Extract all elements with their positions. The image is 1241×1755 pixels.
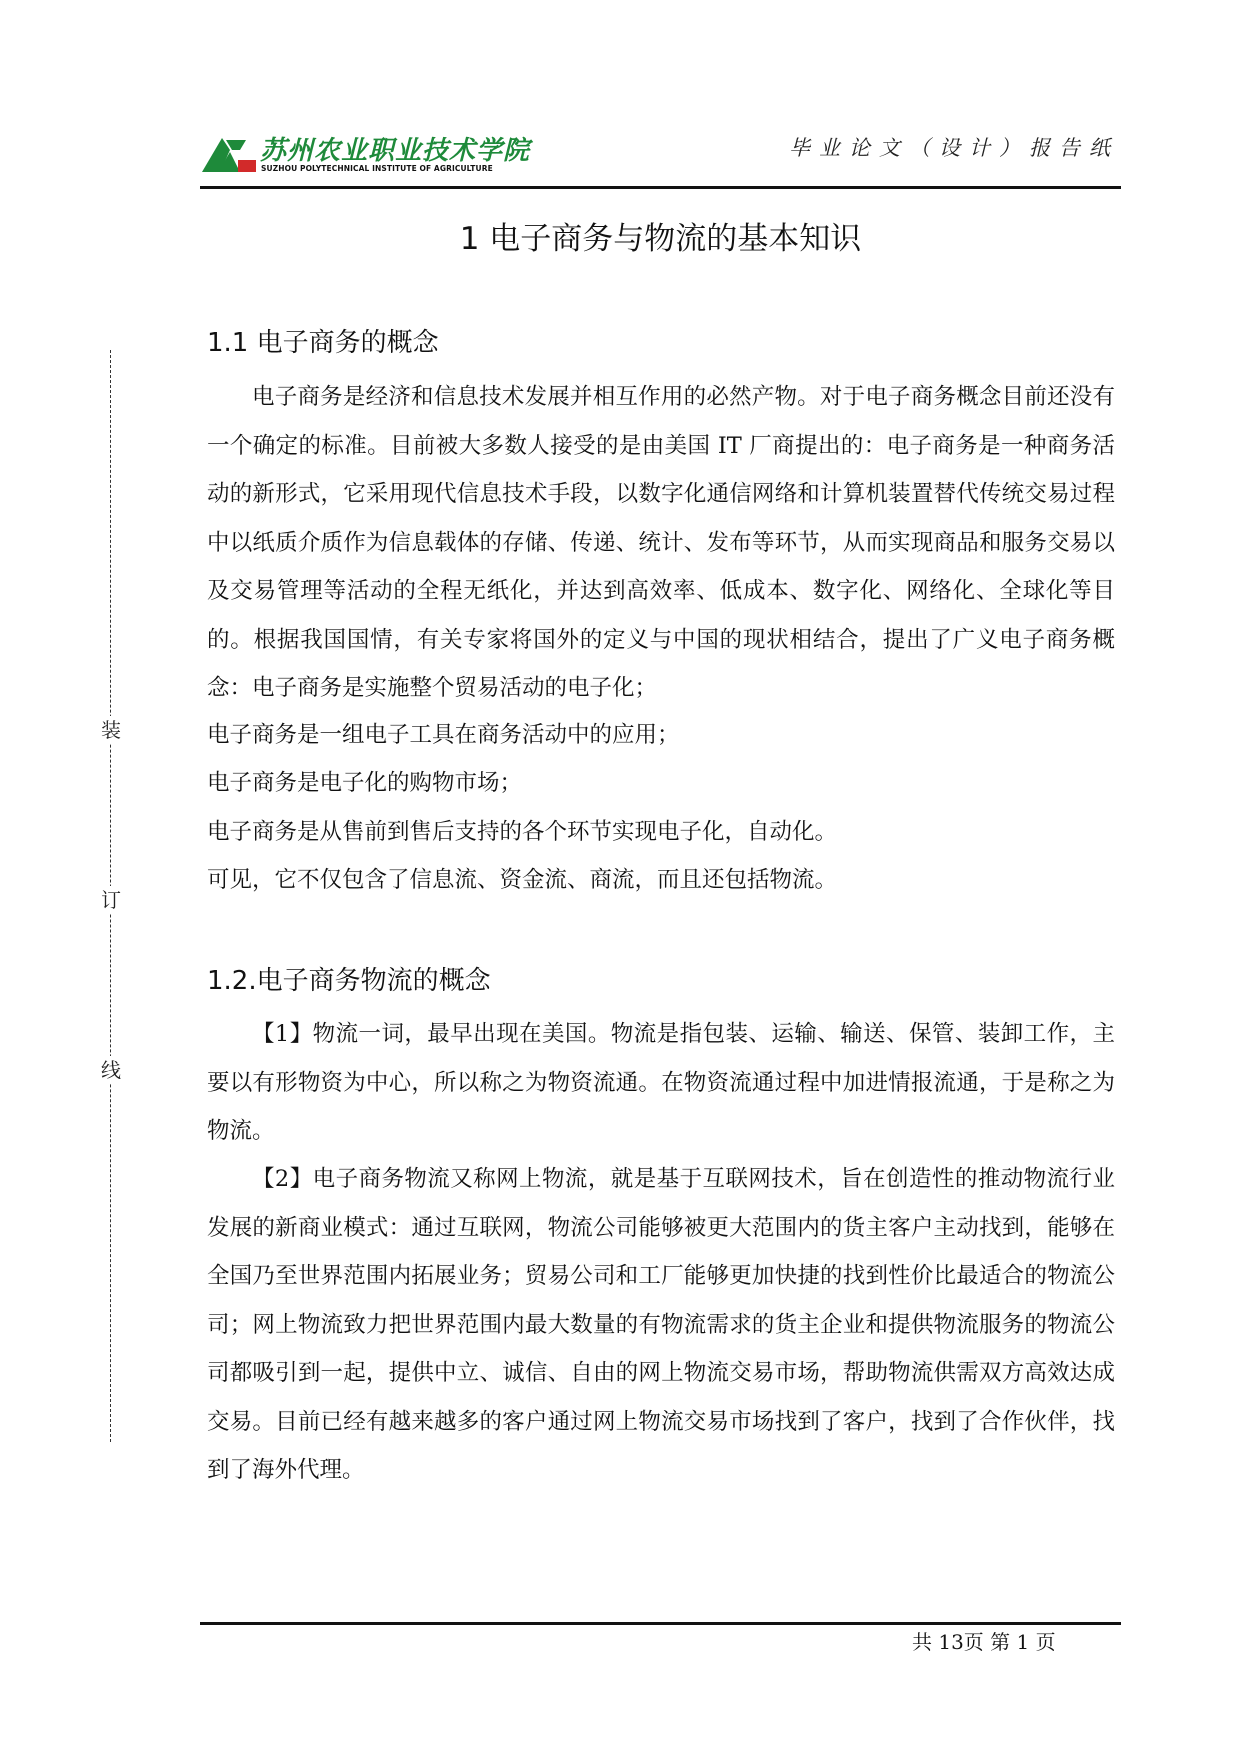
binding-char-zhuang: 装 bbox=[101, 718, 121, 742]
list-line: 电子商务是一组电子工具在商务活动中的应用； bbox=[207, 722, 680, 748]
list-line: 可见，它不仅包含了信息流、资金流、商流，而且还包括物流。 bbox=[207, 867, 838, 893]
binding-char-xian: 线 bbox=[101, 1058, 121, 1082]
chapter-title: 1 电子商务与物流的基本知识 bbox=[459, 221, 862, 257]
section-1-paragraph: 电子商务是经济和信息技术发展并相互作用的必然产物。对于电子商务概念目前还没有一个确定的标准。目前被大多数人接受的是由美国 IT 厂商提出的：电子商务是一种商务活动的新形式，它采用现代信息技术手段，以数字化通信网络和计算机装置替代传统交易过程中以纸质介质作为信息载体的存储、传递、统计、发布等环节，从而实现商品和服务交易以及交易管理等活动的全程无纸化，并达到高效率、低成本、数字化、网络化、全球化等目的。根据我国国情，有关专家将国外的定义与中国的现状相结合，提出了广义电子商务概念：电子商务是实施整个贸易活动的电子化； bbox=[207, 384, 1115, 701]
school-name-en: SUZHOU POLYTECHNICAL INSTITUTE OF AGRICULTURE bbox=[261, 164, 493, 173]
page-header bbox=[200, 128, 1121, 188]
binding-char-ding: 订 bbox=[101, 888, 121, 912]
header-divider bbox=[200, 186, 1121, 189]
section-heading-1-1: 1.1 电子商务的概念 bbox=[207, 328, 439, 358]
school-logo bbox=[200, 132, 531, 176]
list-line: 电子商务是从售前到售后支持的各个环节实现电子化，自动化。 bbox=[207, 819, 838, 845]
section-heading-1-2: 1.2.电子商务物流的概念 bbox=[207, 966, 491, 996]
page-number: 共 13页 第 1 页 bbox=[912, 1630, 1056, 1654]
list-line: 电子商务是电子化的购物市场； bbox=[207, 770, 523, 796]
footer-divider bbox=[200, 1622, 1121, 1625]
section-2-paragraph-1: 【1】物流一词，最早出现在美国。物流是指包装、运输、输送、保管、装卸工作，主要以有形物资为中心，所以称之为物资流通。在物资流通过程中加进情报流通，于是称之为物流。 bbox=[207, 1021, 1115, 1144]
document-type-label: 毕业论文（设计）报告纸 bbox=[789, 136, 1119, 160]
school-name-cn: 苏州农业职业技术学院 bbox=[260, 136, 531, 166]
section-2-paragraph-2: 【2】电子商务物流又称网上物流，就是基于互联网技术，旨在创造性的推动物流行业发展的新商业模式：通过互联网，物流公司能够被更大范围内的货主客户主动找到，能够在全国乃至世界范围内拓展业务；贸易公司和工厂能够更加快捷的找到性价比最适合的物流公司；网上物流致力把世界范围内最大数量的有物流需求的货主企业和提供物流服务的物流公司都吸引到一起，提供中立、诚信、自由的网上物流交易市场，帮助物流供需双方高效达成交易。目前已经有越来越多的客户通过网上物流交易市场找到了客户，找到了合作伙伴，找到了海外代理。 bbox=[207, 1166, 1115, 1483]
school-emblem-icon bbox=[200, 132, 258, 176]
